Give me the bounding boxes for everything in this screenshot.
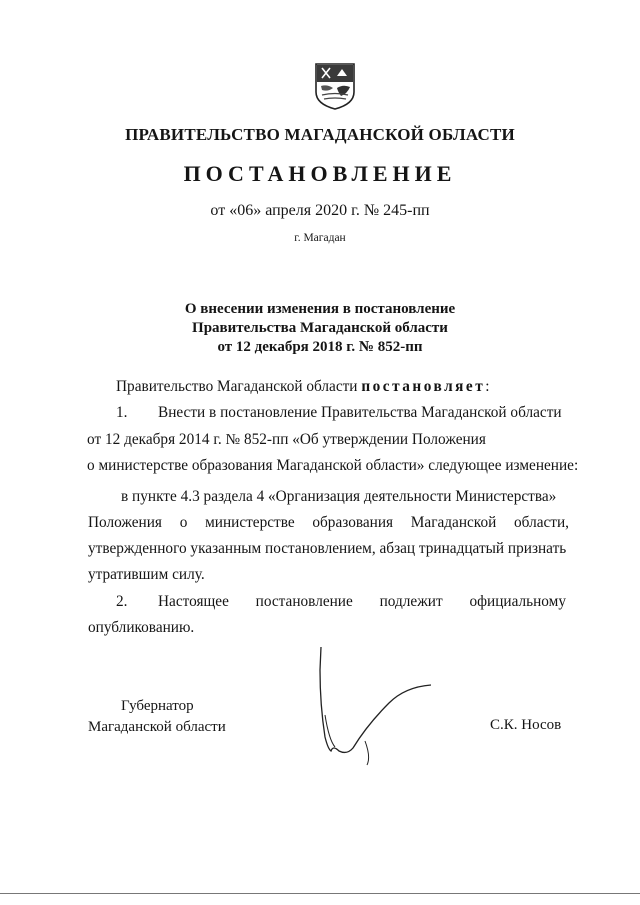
signatory-title-line: Магаданской области [88,719,226,735]
document-subject [0,300,640,357]
signatory-name: С.К. Носов [490,717,562,733]
coat-of-arms-emblem [313,62,357,110]
item-1-line: Положения о министерстве образования Магаданской области, [88,514,569,531]
government-title: ПРАВИТЕЛЬСТВО МАГАДАНСКОЙ ОБЛАСТИ [125,125,515,144]
handwritten-signature [305,645,445,770]
item-1-line: утвержденного указанным постановлением, абзац тринадцатый признать [88,540,567,557]
document-type-title: ПОСТАНОВЛЕНИЕ [183,161,457,186]
subject-line: О внесении изменения в постановление [184,301,456,317]
item-1-line: в пункте 4.3 раздела 4 «Организация деятельности Министерства» [121,488,557,505]
subject-line: Правительства Магаданской области [192,320,448,336]
intro-paragraph [88,378,596,396]
intro-verb: постановляет [361,378,486,395]
item-2-line: опубликованию. [88,619,195,636]
signatory-title [88,696,226,738]
city-label: г. Магадан [294,232,346,244]
item-1-line [88,404,596,422]
item-text: Внести в постановление Правительства Магаданской области [158,404,562,421]
subject-line: от 12 декабря 2018 г. № 852-пп [217,339,423,355]
date-number-line: от «06» апреля 2020 г. № 245-пп [210,202,430,219]
item-number: 2. [116,593,128,610]
item-1-line: о министерстве образования Магаданской области» следующее изменение: [87,457,579,474]
signatory-title-line: Губернатор [121,698,194,714]
intro-colon: : [485,378,490,395]
item-2-line [88,593,596,611]
item-number: 1. [116,404,128,421]
intro-text: Правительство Магаданской области [116,378,358,395]
item-1-line: от 12 декабря 2014 г. № 852-пп «Об утверждении Положения [87,431,486,448]
page-bottom-rule [0,893,640,894]
item-text: Настоящее постановление подлежит официальному [158,593,566,610]
item-1-line: утратившим силу. [88,566,205,583]
